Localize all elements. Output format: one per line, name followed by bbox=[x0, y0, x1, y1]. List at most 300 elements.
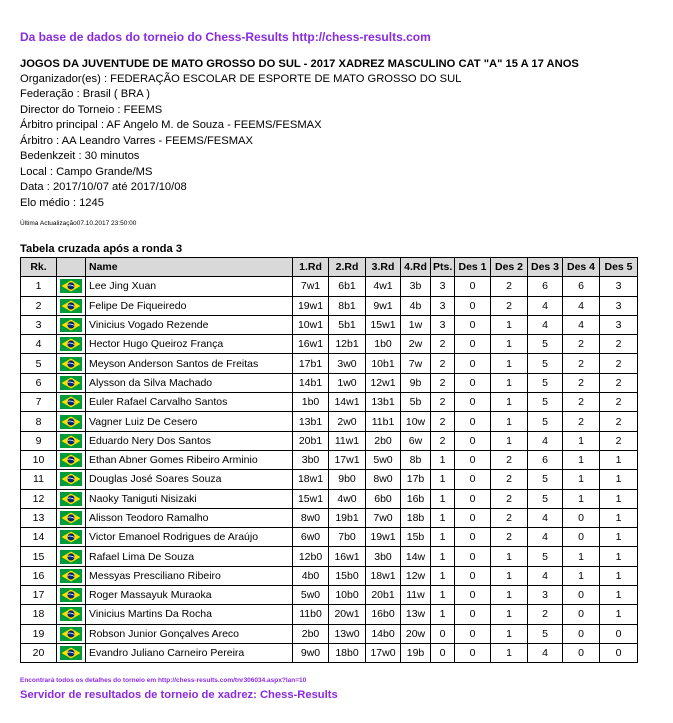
round3-header: 3.Rd bbox=[366, 258, 401, 277]
tiebreak2-cell: 1 bbox=[491, 431, 528, 450]
rank-cell: 20 bbox=[21, 643, 57, 662]
tiebreak5-cell: 0 bbox=[600, 624, 638, 643]
rank-cell: 17 bbox=[21, 586, 57, 605]
brazil-flag-icon bbox=[60, 492, 82, 506]
table-row bbox=[21, 431, 638, 450]
name-cell: Vinicius Vogado Rezende bbox=[86, 315, 293, 334]
rank-cell: 13 bbox=[21, 508, 57, 527]
tiebreak1-cell: 0 bbox=[455, 643, 491, 662]
flag-cell bbox=[57, 470, 86, 489]
tiebreak2-cell: 1 bbox=[491, 624, 528, 643]
brazil-flag-icon bbox=[60, 627, 82, 641]
tiebreak5-cell: 1 bbox=[600, 586, 638, 605]
round3-cell: 4w1 bbox=[366, 277, 401, 296]
tiebreak1-cell: 0 bbox=[455, 508, 491, 527]
round4-cell: 8b bbox=[401, 450, 431, 469]
tiebreak2-cell: 1 bbox=[491, 586, 528, 605]
rank-cell: 18 bbox=[21, 605, 57, 624]
round4-cell: 13w bbox=[401, 605, 431, 624]
round2-cell: 8b1 bbox=[329, 296, 366, 315]
info-line: Local : Campo Grande/MS bbox=[20, 165, 153, 178]
round3-cell: 17w0 bbox=[366, 643, 401, 662]
tiebreak3-cell: 4 bbox=[528, 431, 563, 450]
name-cell: Douglas José Soares Souza bbox=[86, 470, 293, 489]
tiebreak3-cell: 5 bbox=[528, 335, 563, 354]
tiebreak4-cell: 1 bbox=[563, 431, 600, 450]
tiebreak1-header: Des 1 bbox=[455, 258, 491, 277]
tiebreak4-cell: 1 bbox=[563, 566, 600, 585]
round4-cell: 6w bbox=[401, 431, 431, 450]
round3-cell: 12w1 bbox=[366, 373, 401, 392]
name-cell: Felipe De Fiqueiredo bbox=[86, 296, 293, 315]
tiebreak3-cell: 5 bbox=[528, 393, 563, 412]
brazil-flag-icon bbox=[60, 337, 82, 351]
round3-cell: 7w0 bbox=[366, 508, 401, 527]
table-row bbox=[21, 354, 638, 373]
flag-cell bbox=[57, 450, 86, 469]
tiebreak4-cell: 2 bbox=[563, 335, 600, 354]
tiebreak3-header: Des 3 bbox=[528, 258, 563, 277]
table-row bbox=[21, 277, 638, 296]
flag-cell bbox=[57, 373, 86, 392]
tiebreak2-cell: 1 bbox=[491, 393, 528, 412]
round3-cell: 19w1 bbox=[366, 528, 401, 547]
tiebreak4-cell: 0 bbox=[563, 605, 600, 624]
table-row bbox=[21, 586, 638, 605]
round4-cell: 3b bbox=[401, 277, 431, 296]
tiebreak1-cell: 0 bbox=[455, 296, 491, 315]
tiebreak4-cell: 2 bbox=[563, 354, 600, 373]
tiebreak1-cell: 0 bbox=[455, 450, 491, 469]
round4-cell: 15b bbox=[401, 528, 431, 547]
tiebreak3-cell: 5 bbox=[528, 624, 563, 643]
name-cell: Victor Emanoel Rodrigues de Araújo bbox=[86, 528, 293, 547]
round4-cell: 14w bbox=[401, 547, 431, 566]
flag-header bbox=[57, 258, 86, 277]
brazil-flag-icon bbox=[60, 472, 82, 486]
header-row bbox=[21, 258, 638, 277]
tiebreak4-cell: 2 bbox=[563, 373, 600, 392]
info-line: Organizador(es) : FEDERAÇÃO ESCOLAR DE ESPORTE DE MATO GROSSO DO SUL bbox=[20, 73, 462, 85]
tiebreak4-cell: 0 bbox=[563, 643, 600, 662]
tiebreak5-cell: 1 bbox=[600, 489, 638, 508]
round1-cell: 18w1 bbox=[293, 470, 329, 489]
brazil-flag-icon bbox=[60, 607, 82, 621]
round1-cell: 13b1 bbox=[293, 412, 329, 431]
points-cell: 1 bbox=[431, 450, 455, 469]
flag-cell bbox=[57, 489, 86, 508]
round1-cell: 17b1 bbox=[293, 354, 329, 373]
rank-cell: 2 bbox=[21, 296, 57, 315]
tiebreak2-cell: 2 bbox=[491, 489, 528, 508]
tiebreak5-cell: 2 bbox=[600, 373, 638, 392]
tiebreak2-cell: 2 bbox=[491, 508, 528, 527]
round4-cell: 7w bbox=[401, 354, 431, 373]
round4-cell: 11w bbox=[401, 586, 431, 605]
round4-cell: 17b bbox=[401, 470, 431, 489]
name-cell: Ethan Abner Gomes Ribeiro Arminio bbox=[86, 450, 293, 469]
tiebreak4-cell: 1 bbox=[563, 450, 600, 469]
points-cell: 1 bbox=[431, 566, 455, 585]
details-link[interactable]: Encontrará todos os detalhes do torneio em http://chess-results.com/tnr306034.aspx?lan=10 bbox=[20, 677, 307, 684]
round1-cell: 5w0 bbox=[293, 586, 329, 605]
tiebreak1-cell: 0 bbox=[455, 470, 491, 489]
rank-cell: 11 bbox=[21, 470, 57, 489]
server-link[interactable]: Servidor de resultados de torneio de xadrez: Chess-Results bbox=[20, 689, 338, 701]
round1-cell: 7w1 bbox=[293, 277, 329, 296]
round2-cell: 12b1 bbox=[329, 335, 366, 354]
round2-cell: 6b1 bbox=[329, 277, 366, 296]
round1-cell: 19w1 bbox=[293, 296, 329, 315]
tiebreak5-cell: 2 bbox=[600, 412, 638, 431]
brazil-flag-icon bbox=[60, 376, 82, 390]
round4-cell: 9b bbox=[401, 373, 431, 392]
round2-cell: 15b0 bbox=[329, 566, 366, 585]
table-row bbox=[21, 450, 638, 469]
name-cell: Hector Hugo Queiroz França bbox=[86, 335, 293, 354]
brazil-flag-icon bbox=[60, 415, 82, 429]
round1-cell: 15w1 bbox=[293, 489, 329, 508]
rank-cell: 3 bbox=[21, 315, 57, 334]
tiebreak4-cell: 0 bbox=[563, 586, 600, 605]
round4-cell: 20w bbox=[401, 624, 431, 643]
table-row bbox=[21, 393, 638, 412]
round4-cell: 1w bbox=[401, 315, 431, 334]
tiebreak4-cell: 4 bbox=[563, 296, 600, 315]
flag-cell bbox=[57, 393, 86, 412]
tiebreak2-cell: 2 bbox=[491, 277, 528, 296]
round4-cell: 12w bbox=[401, 566, 431, 585]
points-cell: 2 bbox=[431, 354, 455, 373]
round3-cell: 16b0 bbox=[366, 605, 401, 624]
tiebreak2-cell: 2 bbox=[491, 470, 528, 489]
tiebreak3-cell: 4 bbox=[528, 643, 563, 662]
flag-cell bbox=[57, 296, 86, 315]
tiebreak2-cell: 1 bbox=[491, 412, 528, 431]
table-row bbox=[21, 624, 638, 643]
tiebreak3-cell: 5 bbox=[528, 547, 563, 566]
tiebreak4-cell: 1 bbox=[563, 489, 600, 508]
rank-cell: 14 bbox=[21, 528, 57, 547]
name-cell: Vagner Luiz De Cesero bbox=[86, 412, 293, 431]
flag-cell bbox=[57, 315, 86, 334]
flag-cell bbox=[57, 412, 86, 431]
name-cell: Vinicius Martins Da Rocha bbox=[86, 605, 293, 624]
tiebreak3-cell: 5 bbox=[528, 489, 563, 508]
round1-cell: 1b0 bbox=[293, 393, 329, 412]
brazil-flag-icon bbox=[60, 357, 82, 371]
round3-cell: 20b1 bbox=[366, 586, 401, 605]
table-row bbox=[21, 315, 638, 334]
name-cell: Euler Rafael Carvalho Santos bbox=[86, 393, 293, 412]
tiebreak3-cell: 4 bbox=[528, 508, 563, 527]
round3-cell: 2b0 bbox=[366, 431, 401, 450]
brazil-flag-icon bbox=[60, 550, 82, 564]
round2-cell: 19b1 bbox=[329, 508, 366, 527]
points-cell: 2 bbox=[431, 431, 455, 450]
points-cell: 3 bbox=[431, 277, 455, 296]
flag-cell bbox=[57, 643, 86, 662]
flag-cell bbox=[57, 605, 86, 624]
tiebreak1-cell: 0 bbox=[455, 277, 491, 296]
tiebreak5-cell: 3 bbox=[600, 277, 638, 296]
tiebreak5-cell: 1 bbox=[600, 470, 638, 489]
table-row bbox=[21, 605, 638, 624]
points-cell: 0 bbox=[431, 624, 455, 643]
round1-cell: 4b0 bbox=[293, 566, 329, 585]
points-cell: 1 bbox=[431, 489, 455, 508]
tiebreak3-cell: 3 bbox=[528, 586, 563, 605]
rank-cell: 10 bbox=[21, 450, 57, 469]
round3-cell: 9w1 bbox=[366, 296, 401, 315]
round3-cell: 18w1 bbox=[366, 566, 401, 585]
info-line: Árbitro principal : AF Angelo M. de Souza - FEEMS/FESMAX bbox=[20, 119, 322, 132]
rank-cell: 9 bbox=[21, 431, 57, 450]
tiebreak1-cell: 0 bbox=[455, 528, 491, 547]
round1-cell: 11b0 bbox=[293, 605, 329, 624]
flag-cell bbox=[57, 528, 86, 547]
tiebreak1-cell: 0 bbox=[455, 315, 491, 334]
round2-cell: 13w0 bbox=[329, 624, 366, 643]
tiebreak4-cell: 2 bbox=[563, 412, 600, 431]
tiebreak3-cell: 6 bbox=[528, 277, 563, 296]
table-row bbox=[21, 412, 638, 431]
tiebreak2-cell: 1 bbox=[491, 605, 528, 624]
brazil-flag-icon bbox=[60, 530, 82, 544]
round2-cell: 10b0 bbox=[329, 586, 366, 605]
name-cell: Eduardo Nery Dos Santos bbox=[86, 431, 293, 450]
brazil-flag-icon bbox=[60, 434, 82, 448]
points-cell: 2 bbox=[431, 393, 455, 412]
flag-cell bbox=[57, 508, 86, 527]
tiebreak5-cell: 1 bbox=[600, 450, 638, 469]
round2-cell: 9b0 bbox=[329, 470, 366, 489]
name-cell: Meyson Anderson Santos de Freitas bbox=[86, 354, 293, 373]
points-cell: 1 bbox=[431, 528, 455, 547]
tiebreak5-cell: 1 bbox=[600, 528, 638, 547]
tiebreak3-cell: 4 bbox=[528, 315, 563, 334]
rank-cell: 12 bbox=[21, 489, 57, 508]
tiebreak3-cell: 4 bbox=[528, 296, 563, 315]
tiebreak3-cell: 5 bbox=[528, 470, 563, 489]
name-cell: Naoky Taniguti Nisizaki bbox=[86, 489, 293, 508]
points-cell: 2 bbox=[431, 335, 455, 354]
name-header: Name bbox=[86, 258, 293, 277]
tiebreak1-cell: 0 bbox=[455, 354, 491, 373]
tiebreak5-cell: 2 bbox=[600, 335, 638, 354]
tiebreak1-cell: 0 bbox=[455, 586, 491, 605]
tiebreak1-cell: 0 bbox=[455, 373, 491, 392]
info-line: Data : 2017/10/07 até 2017/10/08 bbox=[20, 181, 187, 194]
points-cell: 1 bbox=[431, 470, 455, 489]
name-cell: Evandro Juliano Carneiro Pereira bbox=[86, 643, 293, 662]
tiebreak3-cell: 2 bbox=[528, 605, 563, 624]
brazil-flag-icon bbox=[60, 299, 82, 313]
name-cell: Rafael Lima De Souza bbox=[86, 547, 293, 566]
round3-cell: 8w0 bbox=[366, 470, 401, 489]
table-row bbox=[21, 643, 638, 662]
table-row bbox=[21, 335, 638, 354]
tiebreak4-cell: 0 bbox=[563, 528, 600, 547]
brazil-flag-icon bbox=[60, 569, 82, 583]
round4-header: 4.Rd bbox=[401, 258, 431, 277]
tiebreak1-cell: 0 bbox=[455, 431, 491, 450]
tiebreak5-cell: 1 bbox=[600, 605, 638, 624]
round2-cell: 1w0 bbox=[329, 373, 366, 392]
tiebreak1-cell: 0 bbox=[455, 624, 491, 643]
name-cell: Roger Massayuk Muraoka bbox=[86, 586, 293, 605]
points-cell: 1 bbox=[431, 547, 455, 566]
tiebreak3-cell: 5 bbox=[528, 412, 563, 431]
points-cell: 1 bbox=[431, 586, 455, 605]
tournament-title: JOGOS DA JUVENTUDE DE MATO GROSSO DO SUL - 2017 XADREZ MASCULINO CAT "A" 15 A 17 ANOS bbox=[20, 58, 579, 70]
tiebreak2-cell: 1 bbox=[491, 354, 528, 373]
tiebreak5-cell: 3 bbox=[600, 296, 638, 315]
flag-cell bbox=[57, 586, 86, 605]
name-cell: Robson Junior Gonçalves Areco bbox=[86, 624, 293, 643]
round3-cell: 1b0 bbox=[366, 335, 401, 354]
round1-cell: 9w0 bbox=[293, 643, 329, 662]
tiebreak4-cell: 0 bbox=[563, 624, 600, 643]
flag-cell bbox=[57, 277, 86, 296]
info-line: Árbitro : AA Leandro Varres - FEEMS/FESMAX bbox=[20, 134, 253, 147]
round1-cell: 8w0 bbox=[293, 508, 329, 527]
tiebreak2-header: Des 2 bbox=[491, 258, 528, 277]
rank-cell: 19 bbox=[21, 624, 57, 643]
name-cell: Alisson Teodoro Ramalho bbox=[86, 508, 293, 527]
tiebreak5-cell: 2 bbox=[600, 431, 638, 450]
tiebreak4-header: Des 4 bbox=[563, 258, 600, 277]
source-link[interactable]: Da base de dados do torneio do Chess-Results http://chess-results.com bbox=[20, 30, 431, 44]
round4-cell: 10w bbox=[401, 412, 431, 431]
tiebreak5-cell: 1 bbox=[600, 566, 638, 585]
flag-cell bbox=[57, 335, 86, 354]
table-row bbox=[21, 470, 638, 489]
brazil-flag-icon bbox=[60, 453, 82, 467]
table-row bbox=[21, 528, 638, 547]
tiebreak4-cell: 1 bbox=[563, 470, 600, 489]
tiebreak3-cell: 5 bbox=[528, 354, 563, 373]
round1-cell: 20b1 bbox=[293, 431, 329, 450]
table-row bbox=[21, 489, 638, 508]
last-updated: Última Actualização07.10.2017 23:50:00 bbox=[20, 220, 137, 227]
points-cell: 1 bbox=[431, 605, 455, 624]
table-caption: Tabela cruzada após a ronda 3 bbox=[20, 243, 183, 255]
tiebreak2-cell: 2 bbox=[491, 296, 528, 315]
tiebreak5-cell: 0 bbox=[600, 643, 638, 662]
flag-cell bbox=[57, 354, 86, 373]
rank-cell: 7 bbox=[21, 393, 57, 412]
round2-cell: 17w1 bbox=[329, 450, 366, 469]
round1-cell: 2b0 bbox=[293, 624, 329, 643]
brazil-flag-icon bbox=[60, 511, 82, 525]
tiebreak2-cell: 2 bbox=[491, 450, 528, 469]
brazil-flag-icon bbox=[60, 646, 82, 660]
tiebreak4-cell: 0 bbox=[563, 508, 600, 527]
name-cell: Messyas Presciliano Ribeiro bbox=[86, 566, 293, 585]
tiebreak2-cell: 1 bbox=[491, 315, 528, 334]
tiebreak3-cell: 6 bbox=[528, 450, 563, 469]
tiebreak4-cell: 2 bbox=[563, 393, 600, 412]
rank-cell: 8 bbox=[21, 412, 57, 431]
points-header: Pts. bbox=[431, 258, 455, 277]
round3-cell: 6b0 bbox=[366, 489, 401, 508]
tiebreak4-cell: 4 bbox=[563, 315, 600, 334]
tiebreak5-cell: 2 bbox=[600, 354, 638, 373]
round1-cell: 16w1 bbox=[293, 335, 329, 354]
round2-cell: 7b0 bbox=[329, 528, 366, 547]
rank-cell: 1 bbox=[21, 277, 57, 296]
tiebreak5-cell: 2 bbox=[600, 393, 638, 412]
table-row bbox=[21, 508, 638, 527]
tiebreak1-cell: 0 bbox=[455, 412, 491, 431]
brazil-flag-icon bbox=[60, 588, 82, 602]
round3-cell: 10b1 bbox=[366, 354, 401, 373]
points-cell: 1 bbox=[431, 508, 455, 527]
round1-cell: 3b0 bbox=[293, 450, 329, 469]
round2-cell: 2w0 bbox=[329, 412, 366, 431]
info-line: Director do Torneio : FEEMS bbox=[20, 103, 163, 116]
points-cell: 2 bbox=[431, 373, 455, 392]
points-cell: 3 bbox=[431, 315, 455, 334]
name-cell: Lee Jing Xuan bbox=[86, 277, 293, 296]
round2-cell: 20w1 bbox=[329, 605, 366, 624]
flag-cell bbox=[57, 547, 86, 566]
rank-cell: 5 bbox=[21, 354, 57, 373]
crosstable bbox=[20, 257, 638, 663]
rank-header: Rk. bbox=[21, 258, 57, 277]
round3-cell: 5w0 bbox=[366, 450, 401, 469]
brazil-flag-icon bbox=[60, 318, 82, 332]
rank-cell: 16 bbox=[21, 566, 57, 585]
round2-cell: 5b1 bbox=[329, 315, 366, 334]
info-line: Bedenkzeit : 30 minutos bbox=[20, 150, 140, 163]
brazil-flag-icon bbox=[60, 395, 82, 409]
tiebreak1-cell: 0 bbox=[455, 566, 491, 585]
round2-cell: 16w1 bbox=[329, 547, 366, 566]
tiebreak1-cell: 0 bbox=[455, 547, 491, 566]
table-row bbox=[21, 373, 638, 392]
rank-cell: 6 bbox=[21, 373, 57, 392]
rank-cell: 4 bbox=[21, 335, 57, 354]
table-row bbox=[21, 566, 638, 585]
round3-cell: 14b0 bbox=[366, 624, 401, 643]
table-row bbox=[21, 296, 638, 315]
tiebreak4-cell: 6 bbox=[563, 277, 600, 296]
tiebreak3-cell: 4 bbox=[528, 528, 563, 547]
round4-cell: 5b bbox=[401, 393, 431, 412]
round4-cell: 4b bbox=[401, 296, 431, 315]
tiebreak2-cell: 1 bbox=[491, 373, 528, 392]
tiebreak5-cell: 3 bbox=[600, 315, 638, 334]
points-cell: 0 bbox=[431, 643, 455, 662]
round4-cell: 2w bbox=[401, 335, 431, 354]
points-cell: 2 bbox=[431, 412, 455, 431]
round1-cell: 12b0 bbox=[293, 547, 329, 566]
tiebreak5-cell: 1 bbox=[600, 547, 638, 566]
round4-cell: 16b bbox=[401, 489, 431, 508]
name-cell: Alysson da Silva Machado bbox=[86, 373, 293, 392]
tiebreak2-cell: 1 bbox=[491, 566, 528, 585]
tournament-info bbox=[20, 72, 461, 211]
tiebreak1-cell: 0 bbox=[455, 605, 491, 624]
info-line: Federação : Brasil ( BRA ) bbox=[20, 88, 150, 101]
round1-cell: 14b1 bbox=[293, 373, 329, 392]
round1-header: 1.Rd bbox=[293, 258, 329, 277]
info-line: Elo médio : 1245 bbox=[20, 196, 104, 209]
round3-cell: 15w1 bbox=[366, 315, 401, 334]
round2-cell: 14w1 bbox=[329, 393, 366, 412]
